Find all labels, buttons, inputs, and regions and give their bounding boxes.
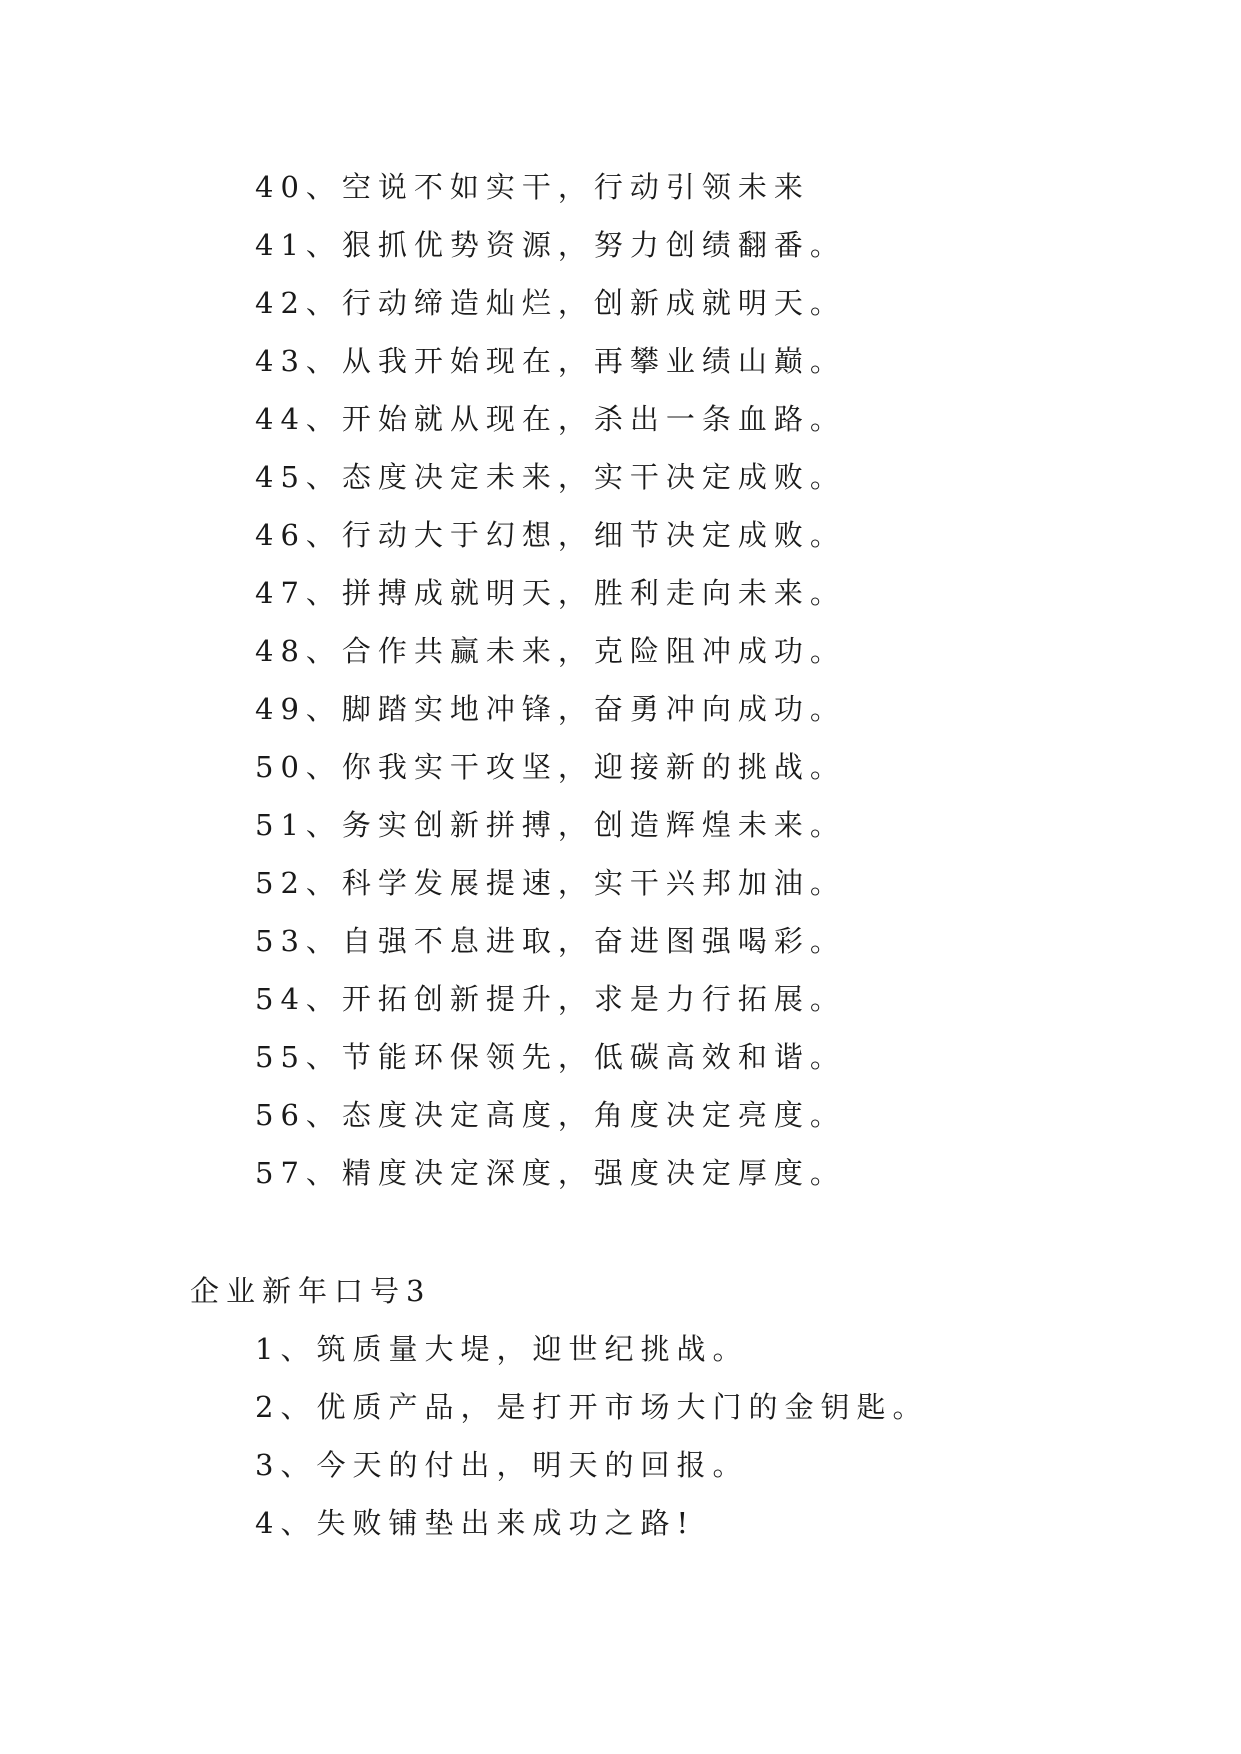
slogan-item: 50、你我实干攻坚，迎接新的挑战。 bbox=[255, 750, 846, 784]
section-heading: 企业新年口号3 bbox=[190, 1274, 432, 1308]
slogan-item: 42、行动缔造灿烂，创新成就明天。 bbox=[255, 286, 846, 320]
section-slogan-item: 4、失败铺垫出来成功之路! bbox=[255, 1506, 696, 1540]
slogan-item: 40、空说不如实干，行动引领未来 bbox=[255, 170, 810, 204]
slogan-list bbox=[255, 158, 846, 1202]
section-slogan-list bbox=[255, 1320, 928, 1552]
slogan-item: 47、拼搏成就明天，胜利走向未来。 bbox=[255, 576, 846, 610]
slogan-item: 46、行动大于幻想，细节决定成败。 bbox=[255, 518, 846, 552]
slogan-item: 48、合作共赢未来，克险阻冲成功。 bbox=[255, 634, 846, 668]
slogan-item: 56、态度决定高度，角度决定亮度。 bbox=[255, 1098, 846, 1132]
slogan-item: 53、自强不息进取，奋进图强喝彩。 bbox=[255, 924, 846, 958]
slogan-item: 54、开拓创新提升，求是力行拓展。 bbox=[255, 982, 846, 1016]
slogan-item: 57、精度决定深度，强度决定厚度。 bbox=[255, 1156, 846, 1190]
slogan-item: 49、脚踏实地冲锋，奋勇冲向成功。 bbox=[255, 692, 846, 726]
slogan-item: 55、节能环保领先，低碳高效和谐。 bbox=[255, 1040, 846, 1074]
section-slogan-item: 2、优质产品，是打开市场大门的金钥匙。 bbox=[255, 1390, 929, 1424]
slogan-item: 51、务实创新拼搏，创造辉煌未来。 bbox=[255, 808, 846, 842]
slogan-item: 52、科学发展提速，实干兴邦加油。 bbox=[255, 866, 846, 900]
slogan-item: 43、从我开始现在，再攀业绩山巅。 bbox=[255, 344, 846, 378]
slogan-item: 41、狠抓优势资源，努力创绩翻番。 bbox=[255, 228, 846, 262]
section-slogan-item: 3、今天的付出，明天的回报。 bbox=[255, 1448, 749, 1482]
slogan-item: 45、态度决定未来，实干决定成败。 bbox=[255, 460, 846, 494]
slogan-item: 44、开始就从现在，杀出一条血路。 bbox=[255, 402, 846, 436]
section-slogan-item: 1、筑质量大堤，迎世纪挑战。 bbox=[255, 1332, 749, 1366]
